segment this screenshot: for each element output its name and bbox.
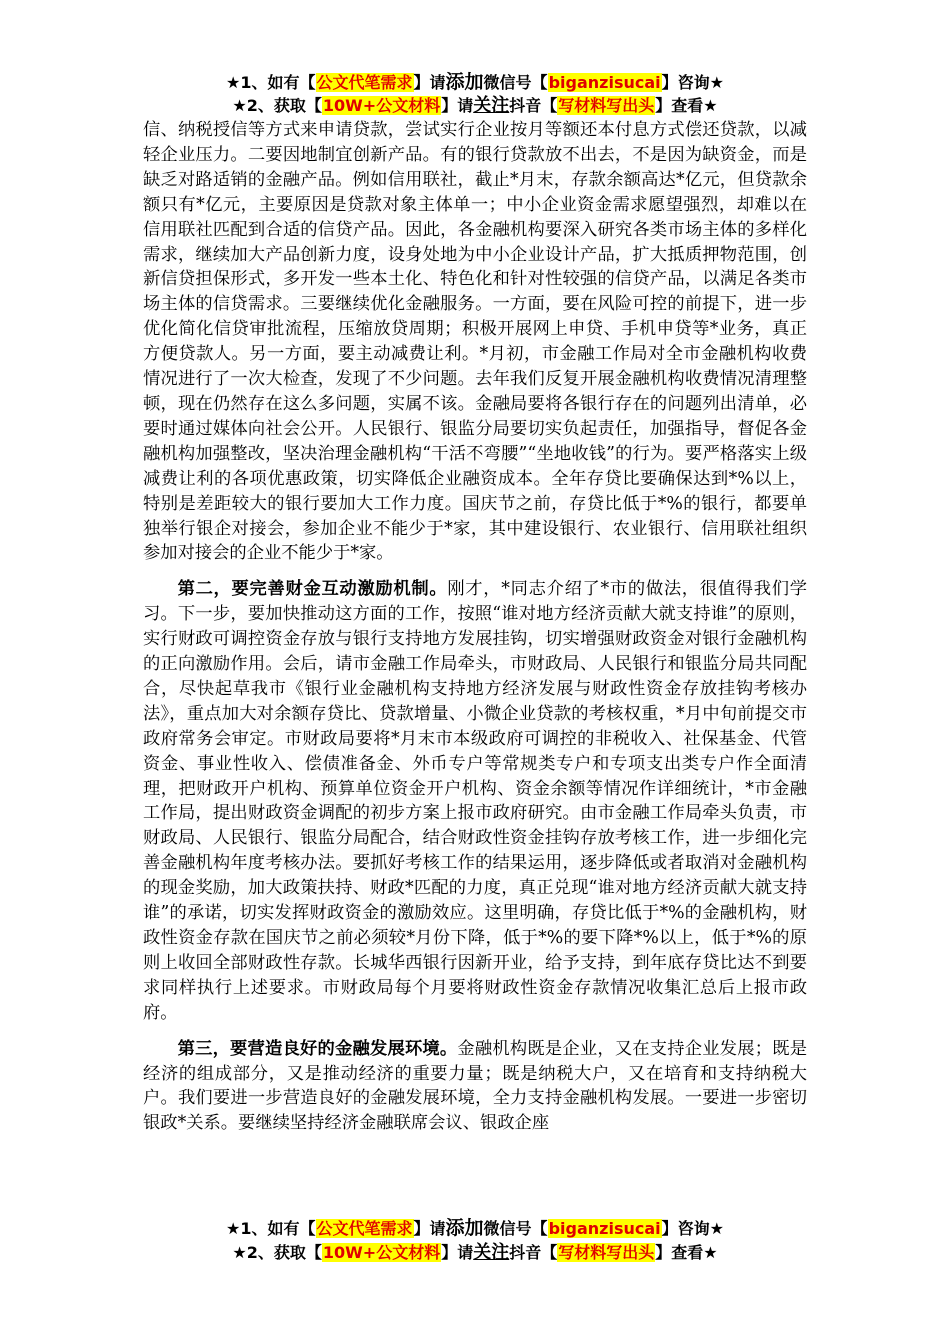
banner-highlight: 公文代笔需求 <box>316 73 413 92</box>
section-heading: 第二，要完善财金互动激励机制。 <box>177 579 448 600</box>
promo-banner-line-2 <box>0 94 950 118</box>
star-icon: ★ <box>232 1243 247 1262</box>
banner-emphasis: 添加 <box>445 71 484 93</box>
banner-emphasis: 关注 <box>473 95 510 116</box>
banner-text: 】查看★ <box>655 96 718 115</box>
promo-banner-line-1 <box>0 70 950 95</box>
banner-emphasis: 添加 <box>445 1217 484 1239</box>
paragraph-2 <box>143 577 807 1025</box>
paragraph-3 <box>143 1037 807 1137</box>
promo-banner-line-1-bottom <box>0 1216 950 1241</box>
banner-highlight: 写材料写出头 <box>558 1243 655 1262</box>
banner-text: 】查看★ <box>655 1243 718 1262</box>
paragraph-1: 信、纳税授信等方式来申请贷款，尝试实行企业按月等额还本付息方式偿还贷款，以减轻企业压力。二要因地制宜创新产品。有的银行贷款放不出去，不是因为缺资金，而是缺乏对路适销的金融产品。例如信用联社，截止*月末，存款余额高达*亿元，但贷款余额只有*亿元，主要原因是贷款对象主体单一；中小企业资金需求愿望强烈，却难以在信用联社匹配到合适的信贷产品。因此，各金融机构要深入研究各类市场主体的多样化需求，继续加大产品创新力度，设身处地为中小企业设计产品，扩大抵质押物范围，创新信贷担保形式，多开发一些本土化、特色化和针对性较强的信贷产品，以满足各类市场主体的信贷需求。三要继续优化金融服务。一方面，要在风险可控的前提下，进一步优化简化信贷审批流程，压缩放贷周期；积极开展网上申贷、手机申贷等*业务，真正方便贷款人。另一方面，要主动减费让利。*月初，市金融工作局对全市金融机构收费情况进行了一次大检查，发现了不少问题。去年我们反复开展金融机构收费情况清理整顿，现在仍然存在这么多问题，实属不该。金融局要将各银行存在的问题列出清单，必要时通过媒体向社会公开。人民银行、银监分局要切实负起责任，加强指导，督促各金融机构加强整改，坚决治理金融机构“干活不弯腰”“坐地收钱”的行为。要严格落实上级减费让利的各项优惠政策，切实降低企业融资成本。全年存贷比要确保达到*%以上，特别是差距较大的银行要加大工作力度。国庆节之前，存贷比低于*%的银行，都要单独举行银企对接会，参加企业不能少于*家，其中建设银行、农业银行、信用联社组织参加对接会的企业不能少于*家。 <box>143 120 807 564</box>
banner-highlight: 10W+公文材料 <box>322 96 441 115</box>
banner-text: 】请 <box>413 1219 446 1238</box>
banner-text: 】咨询★ <box>661 73 724 92</box>
paragraph-text: 刚才，*同志介绍了*市的做法，很值得我们学习。下一步，要加快推动这方面的工作，按照“谁对地方经济贡献大就支持谁”的原则，实行财政可调控资金存放与银行支持地方发展挂钩，切实增强财政资金对银行金融机构的正向激励作用。会后，请市金融工作局牵头，市财政局、人民银行和银监分局共同配合，尽快起草我市《银行业金融机构支持地方经济发展与财政性资金存放挂钩考核办法》，重点加大对余额存贷比、贷款增量、小微企业贷款的考核权重，*月中旬前提交市政府常务会审定。市财政局要将*月末市本级政府可调控的非税收入、社保基金、代管资金、事业性收入、偿债准备金、外币专户等常规类专户和专项支出类专户作全面清理，把财政开户机构、预算单位资金开户机构、资金余额等情况作详细统计，*市金融工作局，提出财政资金调配的初步方案上报市政府研究。由市金融工作局牵头负责，市财政局、人民银行、银监分局配合，结合财政性资金挂钩存放考核工作，进一步细化完善金融机构年度考核办法。要抓好考核工作的结果运用，逐步降低或者取消对金融机构的现金奖励，加大政策扶持、财政*匹配的力度，真正兑现“谁对地方经济贡献大就支持谁”的承诺，切实发挥财政资金的激励效应。这里明确，存贷比低于*%的金融机构，财政性资金存款在国庆节之前必须较*月份下降，低于*%的要下降*%以上，低于*%的原则上收回全部财政性存款。长城华西银行因新开业，给予支持，到年底存贷比达不到要求同样执行上述要求。市财政局每个月要将财政性资金存款情况收集汇总后上报市政府。 <box>143 579 807 1023</box>
banner-text: 抖音【 <box>509 96 558 115</box>
section-heading: 第三，要营造良好的金融发展环境。 <box>177 1038 458 1059</box>
banner-highlight: 10W+公文材料 <box>322 1243 441 1262</box>
banner-text: 1、如有【 <box>240 1219 316 1238</box>
banner-text: 2、获取【 <box>246 1243 322 1262</box>
star-icon: ★ <box>232 96 247 115</box>
banner-highlight: 公文代笔需求 <box>316 1219 413 1238</box>
paragraph-text: 金融机构既是企业，又在支持企业发展；既是经济的组成部分，又是推动经济的重要力量；既是纳税大户，又在培育和支持纳税大户。我们要进一步营造良好的金融发展环境，全力支持金融机构发展。一要进一步密切银政*关系。要继续坚持经济金融联席会议、银政企座 <box>143 1038 807 1134</box>
banner-emphasis: 关注 <box>473 1242 510 1263</box>
star-icon: ★ <box>226 1219 241 1238</box>
banner-text: 1、如有【 <box>240 73 316 92</box>
star-icon: ★ <box>226 73 241 92</box>
banner-text: 微信号【 <box>483 1219 548 1238</box>
banner-text: 】请 <box>413 73 446 92</box>
banner-highlight: 写材料写出头 <box>558 96 655 115</box>
banner-text: 】请 <box>441 1243 474 1262</box>
banner-text: 2、获取【 <box>246 96 322 115</box>
banner-text: 】咨询★ <box>661 1219 724 1238</box>
promo-banner-line-2-bottom <box>0 1241 950 1265</box>
banner-text: 抖音【 <box>509 1243 558 1262</box>
document-body <box>143 118 807 1147</box>
banner-text: 】请 <box>441 96 474 115</box>
banner-highlight: biganzisucai <box>548 1219 661 1238</box>
banner-text: 微信号【 <box>483 73 548 92</box>
banner-highlight: biganzisucai <box>548 73 661 92</box>
